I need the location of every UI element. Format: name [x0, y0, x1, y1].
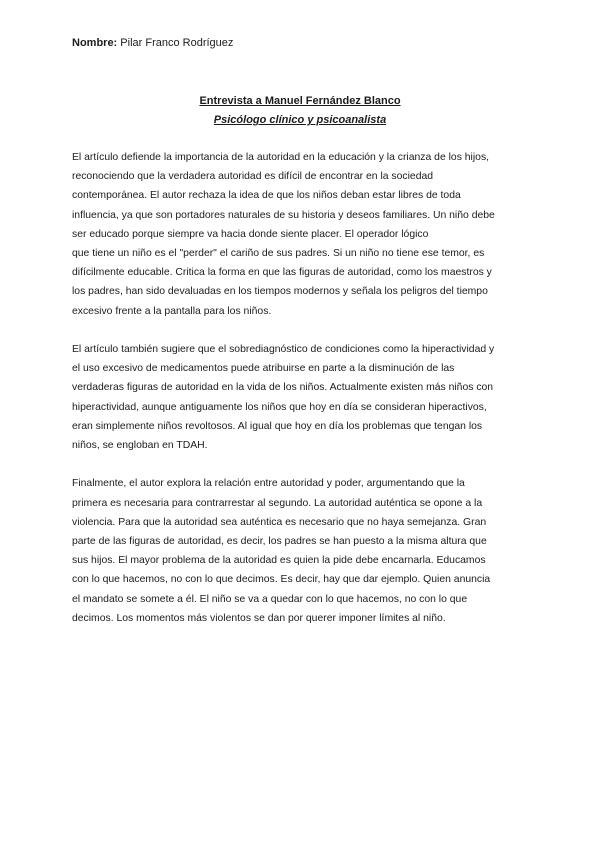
text-line: hiperactividad, aunque antiguamente los niños que hoy en día se consideran hiperactivos,: [72, 401, 487, 413]
text-line: parte de las figuras de autoridad, es decir, los padres se han puesto a la misma altura que: [72, 536, 487, 548]
text-line: violencia. Para que la autoridad sea auténtica es necesario que no haya semejanza. Gran: [72, 516, 487, 528]
text-line: reconociendo que la verdadera autoridad es difícil de encontrar en la sociedad: [72, 171, 434, 183]
text-line: el mandato se somete a él. El niño se va a quedar con lo que hacemos, no con lo que: [72, 593, 468, 605]
document-title-block: [0, 92, 600, 130]
text-line: influencia, ya que son portadores naturales de su historia y deseos familiares. Un niño debe: [72, 209, 495, 221]
text-line: decimos. Los momentos más violentos se dan por querer imponer límites al niño.: [72, 612, 446, 624]
text-line: excesivo frente a la pantalla para los niños.: [72, 305, 272, 317]
text-line: verdaderas figuras de autoridad en la vida de los niños. Actualmente existen más niños con: [72, 382, 494, 394]
text-line: los padres, han sido devaluadas en los tiempos modernos y señala los peligros del tiempo: [72, 286, 488, 298]
paragraph-2: [72, 340, 532, 455]
paragraph-1: [72, 148, 532, 321]
document-body: [72, 148, 532, 647]
author-label: Nombre:: [72, 37, 118, 49]
text-line: El artículo defiende la importancia de la autoridad en la educación y la crianza de los hijos,: [72, 152, 490, 163]
text-line: que tiene un niño es el "perder" el cariño de sus padres. Si un niño no tiene ese temor, es: [72, 248, 485, 260]
text-line: niños, se engloban en TDAH.: [72, 440, 208, 452]
text-line: el uso excesivo de medicamentos puede atribuirse en parte a la disminución de las: [72, 363, 455, 375]
text-line: primera es necesaria para contrarrestar al segundo. La autoridad auténtica se opone a la: [72, 497, 483, 509]
text-line: contemporánea. El autor rechaza la idea de que los niños deban estar libres de toda: [72, 190, 461, 202]
author-name: Pilar Franco Rodríguez: [120, 37, 234, 49]
text-line: sus hijos. El mayor problema de la autoridad es quien la pide debe encarnarla. Educamos: [72, 555, 486, 567]
text-line: El artículo también sugiere que el sobrediagnóstico de condiciones como la hiperactividad y: [72, 344, 495, 356]
text-line: eran simplemente niños revoltosos. Al igual que hoy en día los problemas que tengan los: [72, 420, 483, 432]
paragraph-3: [72, 474, 532, 628]
text-line: difícilmente educable. Critica la forma en que las figuras de autoridad, como los maestros y: [72, 267, 492, 279]
text-line: con lo que hacemos, no con lo que decimos. Es decir, hay que dar ejemplo. Quien anuncia: [72, 574, 491, 586]
text-line: Finalmente, el autor explora la relación entre autoridad y poder, argumentando que la: [72, 478, 465, 490]
document-title: Entrevista a Manuel Fernández Blanco: [199, 95, 401, 107]
document-subtitle: Psicólogo clínico y psicoanalista: [213, 114, 387, 126]
author-line: [72, 36, 233, 50]
text-line: ser educado porque siempre va hacia donde siente placer. El operador lógico: [72, 228, 429, 240]
